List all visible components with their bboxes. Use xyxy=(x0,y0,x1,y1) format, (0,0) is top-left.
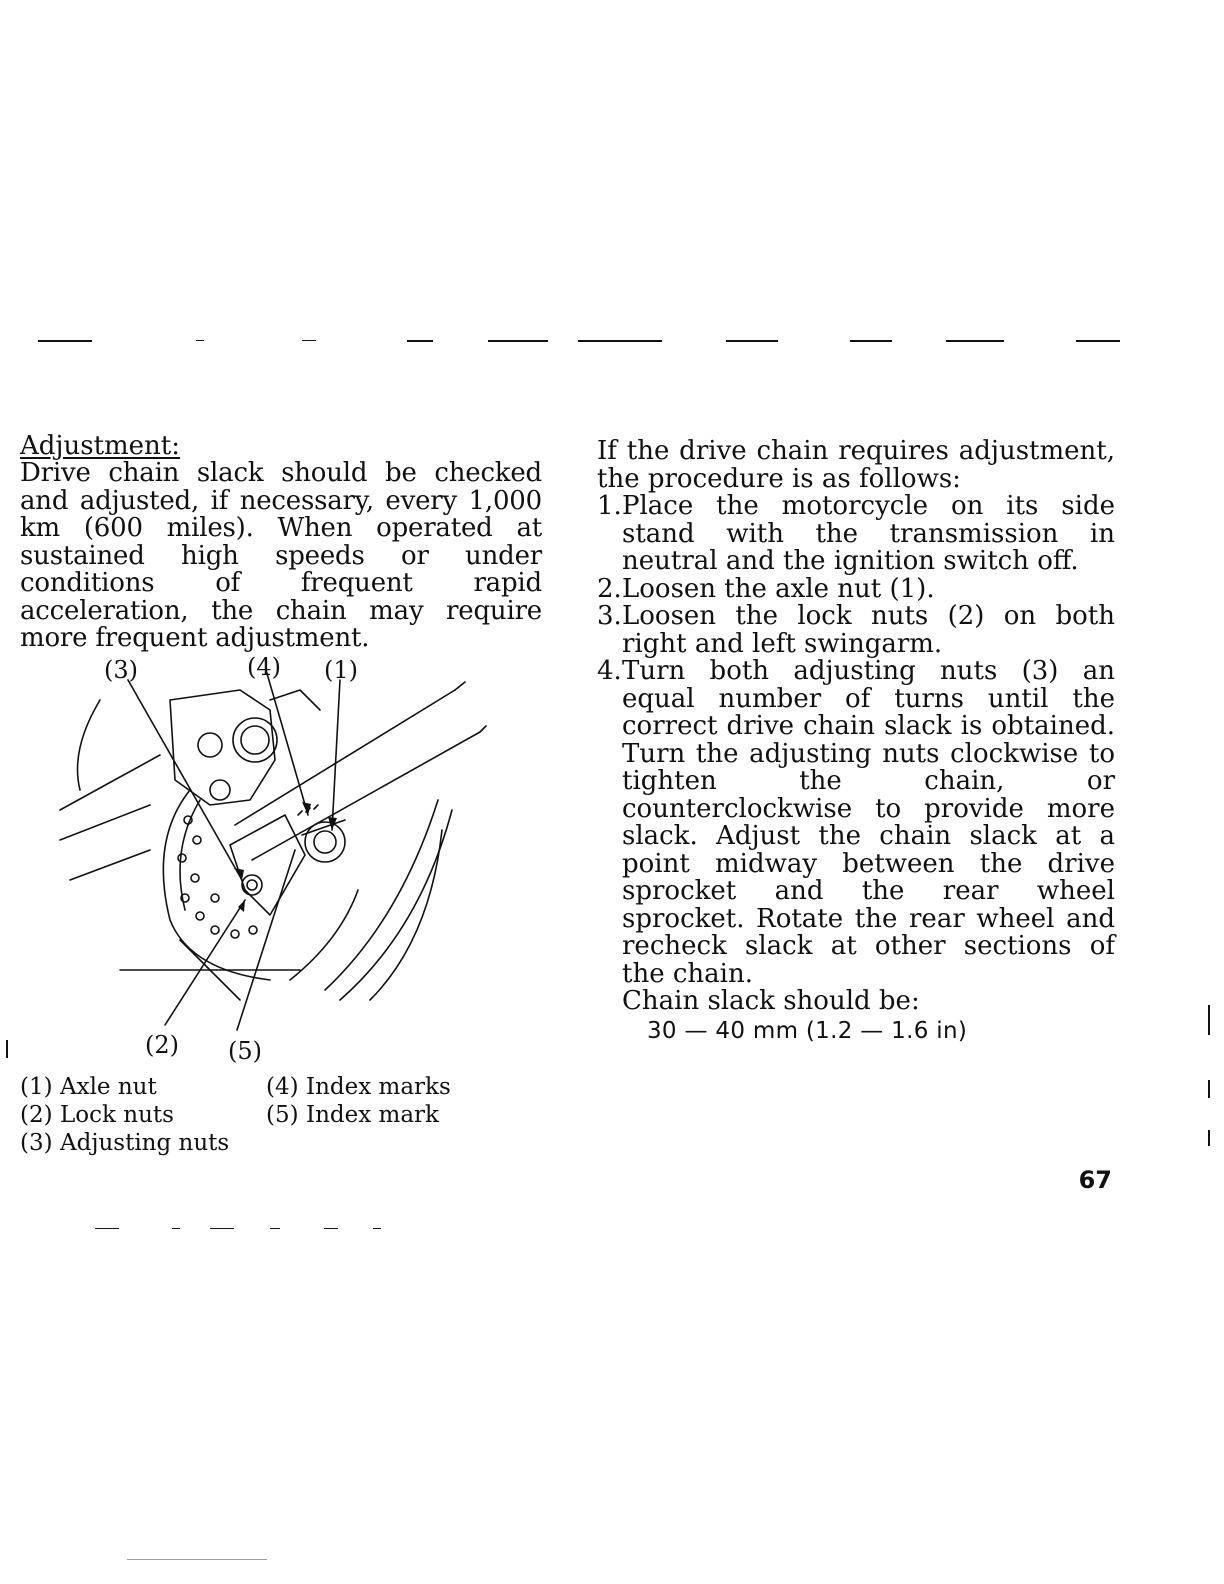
top-rule-3 xyxy=(302,340,316,341)
top-rule-7 xyxy=(726,340,778,342)
top-rule-5 xyxy=(488,340,548,342)
top-rule-10 xyxy=(1076,340,1120,342)
margin-tick-left xyxy=(6,1040,8,1058)
legend-item: (1) Axle nut xyxy=(20,1074,157,1100)
spec-value: 30 — 40 mm (1.2 — 1.6 in) xyxy=(647,1017,968,1044)
margin-tick-right-3 xyxy=(1208,1130,1210,1146)
procedure-steps xyxy=(597,493,1115,988)
right-column xyxy=(597,438,1115,1046)
procedure-step: 4. Turn both adjusting nuts (3) an equal number of turns until the correct drive chain slack is obtained. Turn the adjusting nuts clockwise to tighten the chain, or counterclockwise to provide more slack. Adjust the chain slack at a point midway between the drive sprocket and the rear wheel sprocket. Rotate the rear wheel and recheck slack at other sections of the chain. xyxy=(597,656,1115,989)
bottom-rule-3 xyxy=(210,1228,234,1229)
margin-tick-right-1 xyxy=(1208,1005,1210,1035)
callout-2: (2) xyxy=(145,1031,179,1059)
procedure-intro: If the drive chain requires adjustment, the procedure is as follows: xyxy=(597,436,1115,494)
figure-legend-right xyxy=(266,1073,451,1129)
bottom-rule-1 xyxy=(95,1228,119,1229)
top-rule-9 xyxy=(946,340,1004,342)
legend-item: (5) Index mark xyxy=(266,1102,439,1128)
bottom-rule-4 xyxy=(270,1228,280,1229)
legend-item: (2) Lock nuts xyxy=(20,1102,174,1128)
top-rule-2 xyxy=(196,340,204,341)
callout-4: (4) xyxy=(247,653,281,681)
bottom-rule-6 xyxy=(373,1228,381,1229)
procedure-step: 3. Loosen the lock nuts (2) on both right and left swingarm. xyxy=(597,601,1115,659)
procedure-step: 1. Place the motorcycle on its side stand with the transmission in neutral and the ignition switch off. xyxy=(597,491,1115,576)
section-heading: Adjustment: xyxy=(20,431,181,461)
figure-legend-left xyxy=(20,1073,229,1157)
margin-tick-right-2 xyxy=(1208,1080,1210,1098)
rear-axle-illustration xyxy=(40,640,510,1070)
legend-item: (4) Index marks xyxy=(266,1074,451,1100)
bottom-rule-2 xyxy=(172,1228,180,1229)
page-number: 67 xyxy=(1078,1166,1112,1194)
spec-label: Chain slack should be: xyxy=(622,986,920,1016)
callout-1: (1) xyxy=(324,656,358,684)
left-column xyxy=(20,432,542,653)
top-rule-4 xyxy=(407,340,433,342)
top-rule-6 xyxy=(578,340,662,342)
top-rule-1 xyxy=(38,340,92,342)
top-rule-8 xyxy=(850,340,892,342)
callout-3: (3) xyxy=(104,656,138,684)
bottom-rule-5 xyxy=(324,1228,338,1229)
legend-item: (3) Adjusting nuts xyxy=(20,1130,230,1156)
bottom-blue-line xyxy=(127,1559,267,1560)
intro-paragraph: Drive chain slack should be checked and adjusted, if necessary, every 1,000 km (600 miles). When operated at sustained high speeds or under conditions of frequent rapid acceleration, the chain may require more frequent adjustment. xyxy=(20,458,542,653)
procedure-step: 2. Loosen the axle nut (1). xyxy=(597,573,935,604)
callout-5: (5) xyxy=(228,1037,262,1065)
chain-adjuster-figure xyxy=(40,640,510,1070)
